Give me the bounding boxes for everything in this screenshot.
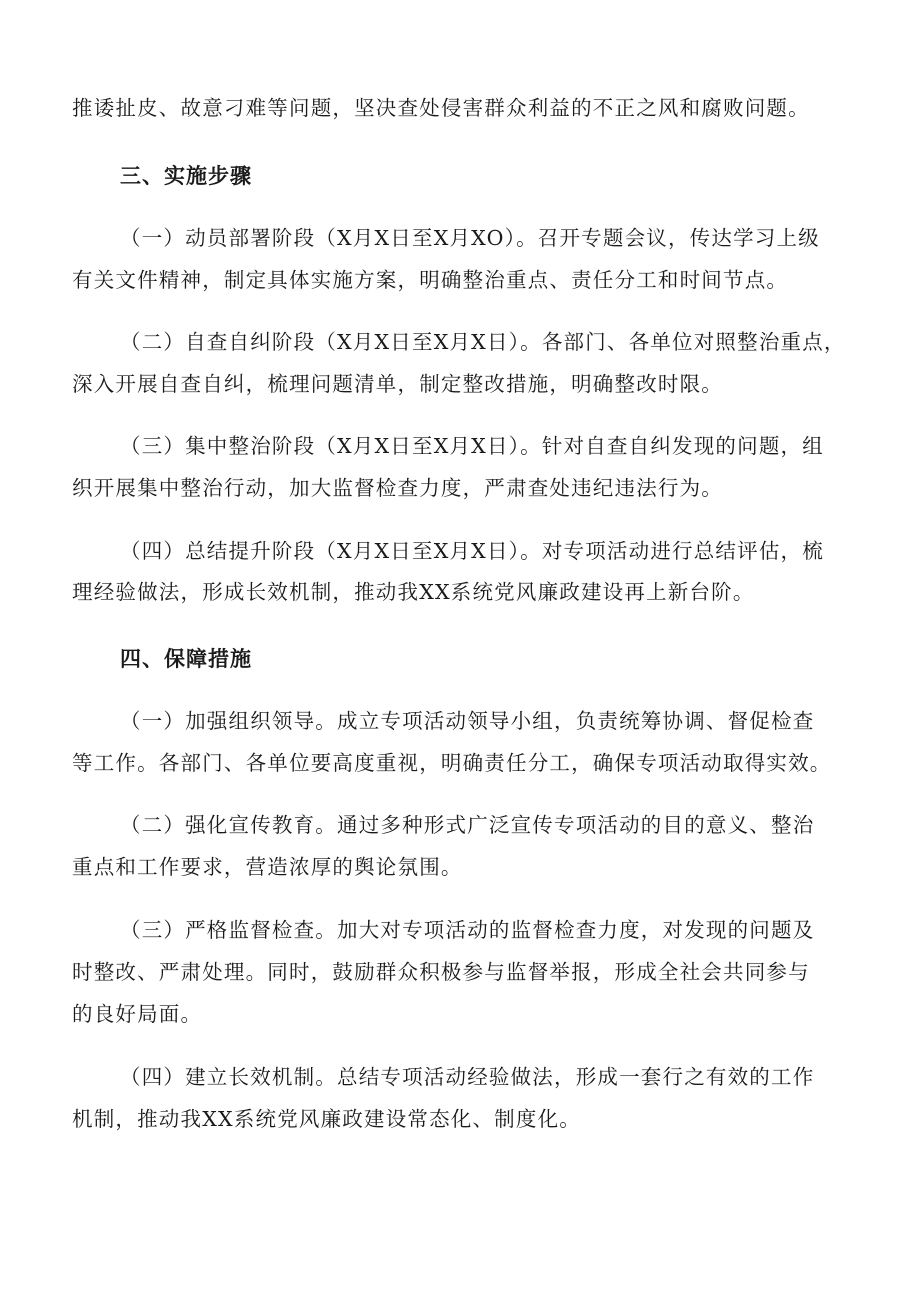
s3-item-3-line-1: （三）集中整治阶段（X月X日至X月X日）。针对自查自纠发现的问题，组	[120, 434, 824, 458]
s4-item-1-line-1: （一）加强组织领导。成立专项活动领导小组，负责统筹协调、督促检查	[120, 709, 815, 733]
s3-item-4-line-2: 理经验做法，形成长效机制，推动我XX系统党风廉政建设再上新台阶。	[72, 580, 755, 604]
s4-item-3-line-2: 时整改、严肃处理。同时，鼓励群众积极参与监督举报，形成全社会共同参与	[72, 960, 810, 984]
s4-item-2-line-2: 重点和工作要求，营造浓厚的舆论氛围。	[72, 855, 463, 879]
s3-item-3-line-2: 织开展集中整治行动，加大监督检查力度，严肃查处违纪违法行为。	[72, 476, 723, 500]
s3-item-1-line-1: （一）动员部署阶段（X月X日至X月XO）。召开专题会议，传达学习上级	[120, 226, 820, 250]
s3-item-1-line-2: 有关文件精神，制定具体实施方案，明确整治重点、责任分工和时间节点。	[72, 268, 789, 292]
s4-item-3-line-3: 的良好局面。	[72, 1002, 203, 1026]
s3-item-4-line-1: （四）总结提升阶段（X月X日至X月X日）。对专项活动进行总结评估，梳	[120, 539, 824, 563]
s4-item-4-line-1: （四）建立长效机制。总结专项活动经验做法，形成一套行之有效的工作	[120, 1065, 815, 1089]
s4-item-3-line-1: （三）严格监督检查。加大对专项活动的监督检查力度，对发现的问题及	[120, 918, 815, 942]
section-3-heading: 三、实施步骤	[120, 164, 252, 188]
intro-tail-line: 推诿扯皮、故意刁难等问题，坚决查处侵害群众利益的不正之风和腐败问题。	[72, 96, 810, 120]
section-4-heading: 四、保障措施	[120, 647, 252, 671]
s3-item-2-line-1: （二）自查自纠阶段（X月X日至X月X日）。各部门、各单位对照整治重点，	[120, 330, 846, 354]
s3-item-2-line-2: 深入开展自查自纠，梳理问题清单，制定整改措施，明确整改时限。	[72, 372, 723, 396]
s4-item-2-line-1: （二）强化宣传教育。通过多种形式广泛宣传专项活动的目的意义、整治	[120, 813, 815, 837]
s4-item-1-line-2: 等工作。各部门、各单位要高度重视，明确责任分工，确保专项活动取得实效。	[72, 751, 832, 775]
s4-item-4-line-2: 机制，推动我XX系统党风廉政建设常态化、制度化。	[72, 1107, 581, 1131]
